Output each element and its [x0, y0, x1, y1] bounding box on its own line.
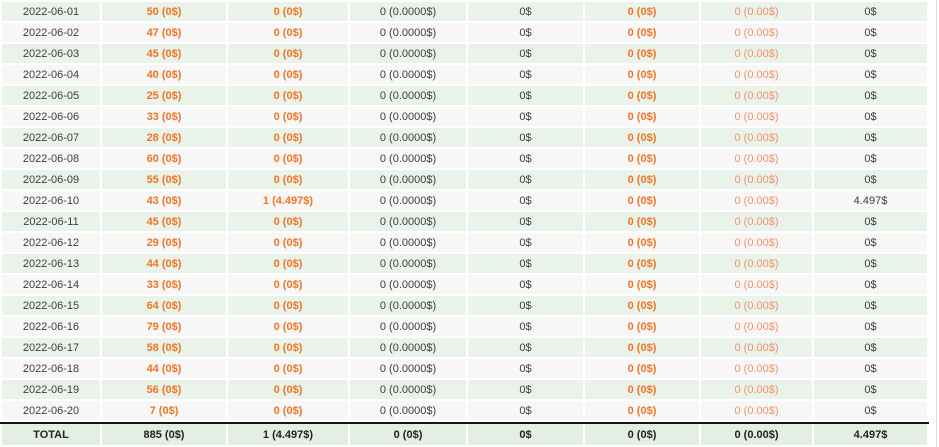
- cell-col8: 0$: [814, 233, 927, 252]
- cell-col6: 0 (0$): [585, 170, 699, 189]
- cell-date: 2022-06-06: [2, 107, 100, 126]
- table-row: [2, 86, 927, 105]
- cell-col8: 0$: [814, 275, 927, 294]
- cell-col3: 0 (0$): [228, 86, 348, 105]
- cell-date: 2022-06-18: [2, 359, 100, 378]
- cell-col5: 0$: [468, 149, 583, 168]
- cell-col2: 47 (0$): [102, 23, 226, 42]
- cell-date: 2022-06-01: [2, 2, 100, 21]
- cell-col4: 0 (0.0000$): [350, 170, 466, 189]
- cell-col2: 56 (0$): [102, 380, 226, 399]
- cell-col8: 0$: [814, 317, 927, 336]
- cell-col7: 0 (0.00$): [701, 191, 812, 210]
- cell-col7: 0 (0.00$): [701, 149, 812, 168]
- total-cell-col4: 0 (0$): [350, 424, 466, 445]
- cell-col6: 0 (0$): [585, 275, 699, 294]
- cell-col8: 0$: [814, 380, 927, 399]
- cell-col3: 0 (0$): [228, 338, 348, 357]
- cell-col8: 0$: [814, 23, 927, 42]
- cell-col6: 0 (0$): [585, 23, 699, 42]
- cell-date: 2022-06-04: [2, 65, 100, 84]
- cell-col7: 0 (0.00$): [701, 317, 812, 336]
- cell-col4: 0 (0.0000$): [350, 65, 466, 84]
- table-row: [2, 317, 927, 336]
- cell-col8: 0$: [814, 338, 927, 357]
- table-row: [2, 191, 927, 210]
- cell-date: 2022-06-17: [2, 338, 100, 357]
- cell-col2: 55 (0$): [102, 170, 226, 189]
- cell-col8: 0$: [814, 212, 927, 231]
- table-row: [2, 254, 927, 273]
- cell-col7: 0 (0.00$): [701, 338, 812, 357]
- cell-col2: 45 (0$): [102, 44, 226, 63]
- cell-date: 2022-06-07: [2, 128, 100, 147]
- cell-col4: 0 (0.0000$): [350, 149, 466, 168]
- cell-col3: 0 (0$): [228, 107, 348, 126]
- cell-col2: 45 (0$): [102, 212, 226, 231]
- cell-col4: 0 (0.0000$): [350, 2, 466, 21]
- cell-col7: 0 (0.00$): [701, 44, 812, 63]
- cell-col7: 0 (0.00$): [701, 254, 812, 273]
- table-row: [2, 275, 927, 294]
- cell-col5: 0$: [468, 401, 583, 420]
- cell-col5: 0$: [468, 128, 583, 147]
- cell-col3: 0 (0$): [228, 65, 348, 84]
- cell-col7: 0 (0.00$): [701, 380, 812, 399]
- cell-col2: 64 (0$): [102, 296, 226, 315]
- total-row: [2, 424, 927, 445]
- cell-col5: 0$: [468, 86, 583, 105]
- cell-col7: 0 (0.00$): [701, 128, 812, 147]
- cell-col2: 7 (0$): [102, 401, 226, 420]
- total-cell-col6: 0 (0$): [585, 424, 699, 445]
- cell-col4: 0 (0.0000$): [350, 338, 466, 357]
- cell-col6: 0 (0$): [585, 149, 699, 168]
- cell-col5: 0$: [468, 275, 583, 294]
- cell-col3: 0 (0$): [228, 2, 348, 21]
- cell-col6: 0 (0$): [585, 296, 699, 315]
- cell-date: 2022-06-15: [2, 296, 100, 315]
- cell-date: 2022-06-16: [2, 317, 100, 336]
- cell-col5: 0$: [468, 380, 583, 399]
- cell-col3: 0 (0$): [228, 212, 348, 231]
- cell-col2: 44 (0$): [102, 254, 226, 273]
- cell-date: 2022-06-08: [2, 149, 100, 168]
- cell-col3: 0 (0$): [228, 296, 348, 315]
- cell-col8: 0$: [814, 86, 927, 105]
- cell-col3: 0 (0$): [228, 149, 348, 168]
- cell-col6: 0 (0$): [585, 107, 699, 126]
- cell-col4: 0 (0.0000$): [350, 233, 466, 252]
- cell-col3: 0 (0$): [228, 317, 348, 336]
- table-row: [2, 401, 927, 420]
- cell-col7: 0 (0.00$): [701, 359, 812, 378]
- cell-col7: 0 (0.00$): [701, 212, 812, 231]
- cell-col4: 0 (0.0000$): [350, 317, 466, 336]
- cell-col4: 0 (0.0000$): [350, 86, 466, 105]
- cell-col3: 0 (0$): [228, 44, 348, 63]
- cell-date: 2022-06-03: [2, 44, 100, 63]
- cell-col6: 0 (0$): [585, 359, 699, 378]
- cell-col8: 0$: [814, 44, 927, 63]
- total-cell-col5: 0$: [468, 424, 583, 445]
- cell-date: 2022-06-19: [2, 380, 100, 399]
- totals-table: [0, 424, 929, 445]
- cell-col2: 79 (0$): [102, 317, 226, 336]
- table-row: [2, 170, 927, 189]
- cell-col6: 0 (0$): [585, 128, 699, 147]
- cell-col8: 4.497$: [814, 191, 927, 210]
- cell-col5: 0$: [468, 65, 583, 84]
- cell-col3: 0 (0$): [228, 275, 348, 294]
- cell-col3: 0 (0$): [228, 233, 348, 252]
- cell-col4: 0 (0.0000$): [350, 128, 466, 147]
- cell-col8: 0$: [814, 128, 927, 147]
- cell-col4: 0 (0.0000$): [350, 296, 466, 315]
- cell-col5: 0$: [468, 212, 583, 231]
- table-row: [2, 233, 927, 252]
- cell-col5: 0$: [468, 107, 583, 126]
- cell-col8: 0$: [814, 401, 927, 420]
- cell-col6: 0 (0$): [585, 317, 699, 336]
- cell-date: 2022-06-02: [2, 23, 100, 42]
- cell-col4: 0 (0.0000$): [350, 23, 466, 42]
- cell-col3: 0 (0$): [228, 128, 348, 147]
- cell-date: 2022-06-09: [2, 170, 100, 189]
- cell-col3: 0 (0$): [228, 359, 348, 378]
- cell-col8: 0$: [814, 65, 927, 84]
- cell-col2: 33 (0$): [102, 275, 226, 294]
- cell-date: 2022-06-12: [2, 233, 100, 252]
- cell-col6: 0 (0$): [585, 44, 699, 63]
- cell-col8: 0$: [814, 2, 927, 21]
- cell-col7: 0 (0.00$): [701, 233, 812, 252]
- cell-col2: 28 (0$): [102, 128, 226, 147]
- table-row: [2, 359, 927, 378]
- total-cell-date: TOTAL: [2, 424, 100, 445]
- cell-date: 2022-06-10: [2, 191, 100, 210]
- cell-col4: 0 (0.0000$): [350, 212, 466, 231]
- total-cell-col7: 0 (0.00$): [701, 424, 812, 445]
- cell-col5: 0$: [468, 296, 583, 315]
- cell-col2: 29 (0$): [102, 233, 226, 252]
- cell-col6: 0 (0$): [585, 254, 699, 273]
- cell-col5: 0$: [468, 233, 583, 252]
- cell-date: 2022-06-14: [2, 275, 100, 294]
- table-row: [2, 380, 927, 399]
- table-row: [2, 44, 927, 63]
- cell-col8: 0$: [814, 149, 927, 168]
- cell-date: 2022-06-05: [2, 86, 100, 105]
- cell-col6: 0 (0$): [585, 338, 699, 357]
- table-row: [2, 212, 927, 231]
- cell-col4: 0 (0.0000$): [350, 359, 466, 378]
- cell-col2: 25 (0$): [102, 86, 226, 105]
- cell-col7: 0 (0.00$): [701, 275, 812, 294]
- cell-date: 2022-06-20: [2, 401, 100, 420]
- cell-col5: 0$: [468, 2, 583, 21]
- cell-col2: 50 (0$): [102, 2, 226, 21]
- cell-col7: 0 (0.00$): [701, 401, 812, 420]
- cell-col5: 0$: [468, 170, 583, 189]
- cell-col3: 0 (0$): [228, 23, 348, 42]
- cell-col6: 0 (0$): [585, 191, 699, 210]
- cell-col3: 0 (0$): [228, 254, 348, 273]
- cell-col3: 0 (0$): [228, 401, 348, 420]
- cell-col8: 0$: [814, 296, 927, 315]
- total-cell-col8: 4.497$: [814, 424, 927, 445]
- cell-col7: 0 (0.00$): [701, 86, 812, 105]
- cell-col7: 0 (0.00$): [701, 23, 812, 42]
- cell-col4: 0 (0.0000$): [350, 254, 466, 273]
- cell-date: 2022-06-11: [2, 212, 100, 231]
- right-edge-border: [936, 0, 937, 447]
- table-row: [2, 128, 927, 147]
- cell-col4: 0 (0.0000$): [350, 275, 466, 294]
- cell-col7: 0 (0.00$): [701, 296, 812, 315]
- cell-col2: 43 (0$): [102, 191, 226, 210]
- table-row: [2, 23, 927, 42]
- cell-col8: 0$: [814, 170, 927, 189]
- table-row: [2, 296, 927, 315]
- cell-col2: 58 (0$): [102, 338, 226, 357]
- cell-col2: 40 (0$): [102, 65, 226, 84]
- total-cell-col2: 885 (0$): [102, 424, 226, 445]
- cell-col2: 33 (0$): [102, 107, 226, 126]
- cell-col8: 0$: [814, 359, 927, 378]
- cell-col4: 0 (0.0000$): [350, 191, 466, 210]
- cell-date: 2022-06-13: [2, 254, 100, 273]
- cell-col7: 0 (0.00$): [701, 170, 812, 189]
- cell-col5: 0$: [468, 254, 583, 273]
- cell-col5: 0$: [468, 23, 583, 42]
- table-row: [2, 2, 927, 21]
- cell-col6: 0 (0$): [585, 212, 699, 231]
- cell-col6: 0 (0$): [585, 380, 699, 399]
- cell-col3: 1 (4.497$): [228, 191, 348, 210]
- table-row: [2, 338, 927, 357]
- table-row: [2, 149, 927, 168]
- cell-col4: 0 (0.0000$): [350, 401, 466, 420]
- cell-col6: 0 (0$): [585, 65, 699, 84]
- cell-col5: 0$: [468, 317, 583, 336]
- cell-col3: 0 (0$): [228, 380, 348, 399]
- cell-col6: 0 (0$): [585, 2, 699, 21]
- cell-col6: 0 (0$): [585, 86, 699, 105]
- cell-col5: 0$: [468, 191, 583, 210]
- cell-col7: 0 (0.00$): [701, 2, 812, 21]
- table-row: [2, 107, 927, 126]
- cell-col7: 0 (0.00$): [701, 107, 812, 126]
- cell-col8: 0$: [814, 107, 927, 126]
- cell-col3: 0 (0$): [228, 170, 348, 189]
- cell-col2: 44 (0$): [102, 359, 226, 378]
- cell-col4: 0 (0.0000$): [350, 107, 466, 126]
- table-row: [2, 65, 927, 84]
- cell-col4: 0 (0.0000$): [350, 380, 466, 399]
- cell-col2: 60 (0$): [102, 149, 226, 168]
- cell-col5: 0$: [468, 338, 583, 357]
- cell-col6: 0 (0$): [585, 401, 699, 420]
- cell-col5: 0$: [468, 44, 583, 63]
- cell-col8: 0$: [814, 254, 927, 273]
- cell-col5: 0$: [468, 359, 583, 378]
- total-cell-col3: 1 (4.497$): [228, 424, 348, 445]
- cell-col6: 0 (0$): [585, 233, 699, 252]
- cell-col7: 0 (0.00$): [701, 65, 812, 84]
- cell-col4: 0 (0.0000$): [350, 44, 466, 63]
